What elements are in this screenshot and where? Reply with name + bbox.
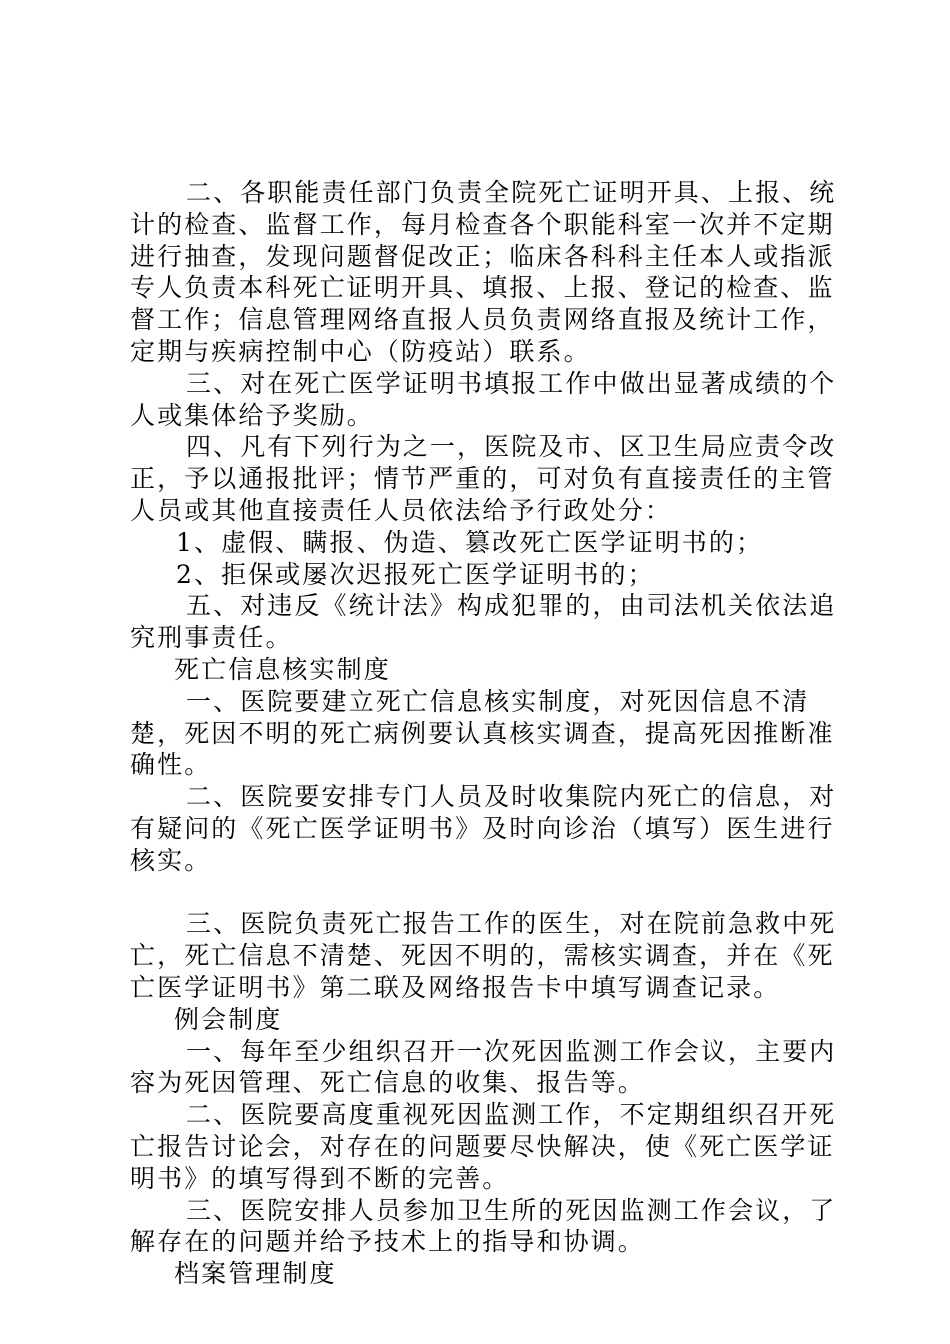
section-heading-meeting: 例会制度 (174, 1004, 283, 1034)
paragraph-verification-1: 一、医院要建立死亡信息核实制度，对死因信息不清楚，死因不明的死亡病例要认真核实调查，提高死因推断准确性。 (130, 686, 835, 780)
section-heading-archive: 档案管理制度 (174, 1259, 337, 1289)
blank-line (130, 877, 845, 909)
paragraph-meeting-3: 三、医院安排人员参加卫生所的死因监测工作会议，了解存在的问题并给予技术上的指导和协调。 (130, 1195, 837, 1257)
paragraph-duty-departments: 二、各职能责任部门负责全院死亡证明开具、上报、统计的检查、监督工作，每月检查各个职能科室一次并不定期进行抽查，发现问题督促改正；临床各科科主任本人或指派专人负责本科死亡证明开具、填报、上报、登记的检查、监督工作；信息管理网络直报人员负责网络直报及统计工作，定期与疾病控制中心（防疫站）联系。 (130, 178, 837, 366)
section-heading-verification: 死亡信息核实制度 (174, 654, 391, 684)
paragraph-verification-2: 二、医院要安排专门人员及时收集院内死亡的信息，对有疑问的《死亡医学证明书》及时向诊治（填写）医生进行核实。 (130, 782, 837, 875)
document-body (130, 177, 845, 1290)
paragraph-meeting-1: 一、每年至少组织召开一次死因监测工作会议，主要内容为死因管理、死亡信息的收集、报告等。 (130, 1036, 837, 1098)
paragraph-penalty: 四、凡有下列行为之一，医院及市、区卫生局应责令改正，予以通报批评；情节严重的，可对负有直接责任的主管人员或其他直接责任人员依法给予行政处分： (130, 432, 837, 525)
paragraph-verification-3: 三、医院负责死亡报告工作的医生，对在院前急救中死亡，死亡信息不清楚、死因不明的，需核实调查，并在《死亡医学证明书》第二联及网络报告卡中填写调查记录。 (130, 909, 837, 1002)
list-item-refuse-report: 2、拒保或屡次迟报死亡医学证明书的； (176, 559, 655, 589)
paragraph-reward: 三、对在死亡医学证明书填报工作中做出显著成绩的个人或集体给予奖励。 (130, 368, 837, 430)
paragraph-criminal: 五、对违反《统计法》构成犯罪的，由司法机关依法追究刑事责任。 (130, 591, 837, 653)
list-item-falsify: 1、虚假、瞒报、伪造、篡改死亡医学证明书的； (176, 527, 764, 557)
paragraph-meeting-2: 二、医院要高度重视死因监测工作，不定期组织召开死亡报告讨论会，对存在的问题要尽快解决，使《死亡医学证明书》的填写得到不断的完善。 (130, 1100, 837, 1193)
